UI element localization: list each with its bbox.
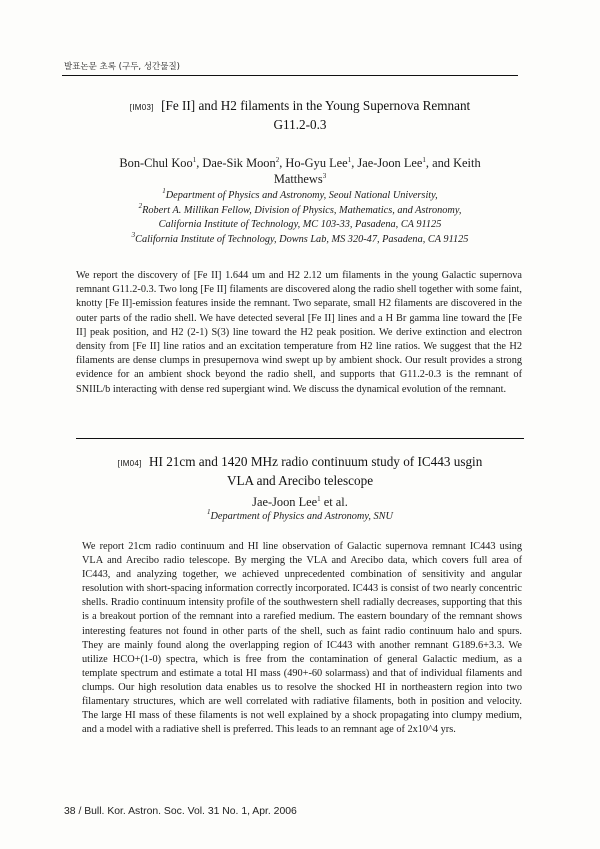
abstract-title (70, 97, 530, 133)
author-name: Dae-Sik Moon (202, 156, 276, 170)
abstract-paragraph: We report the discovery of [Fe II] 1.644 um and H2 2.12 um filaments in the young Galactic supernova remnant G11.2-0.3. Two long [Fe II] filaments are discovered along the radio shell together with some faint, knotty [Fe II]-emission features inside the remnant. Two separate, small H2 filaments are discovered in the outer parts of the radio shell. We have detected several [Fe II] lines and a H Br gamma line toward the [Fe II] peak position, and H2 (2-1) S(3) line toward the H2 peak position. We derive extinction and electron density from [Fe II] line ratios and an excitation temperature from H2 line ratios. We suggest that the H2 filaments are dense clumps in presupernova wind swept up by ambient shock. Our result provides a strong evidence for an ambient shock beyond the radio shell, and supports that G11.2-0.3 is the remnant of SNIIL/b interacting with dense red supergiant wind. We discuss the dynamical evolution of the remnant. (76, 270, 522, 395)
abstract-body (76, 269, 522, 397)
abstract-title-line1: [Fe II] and H2 filaments in the Young Supernova Remnant (161, 98, 471, 113)
abstract-paragraph: We report 21cm radio continuum and HI line observation of Galactic supernova remnant IC443 using VLA and Arecibo radio telescope. By merging the VLA and Arecibo data, which covers full area of IC443, and analyzing together, we achieved unprecedented combination of sensitivity and angular resolution with short-spacing information correctly incorporated. IC443 is consist of two nearly concentric shells. Rradio continuum intensity profile of the southwestern shell radially decreases, supporting that this is a breakout portion of the remnant into a rarefied medium. The eastern boundary of the remnant shows interesting features not found in other parts of the shell, such as faint radio continuum halo and spurs. They are mainly found along the overlapping region of IC443 with another remnant G189.6+3.3. We utilize HCO+(1-0) spectra, which is free from the contamination of general Galactic medium, as a template spectrum and estimate a total HI mass (490+-60 solarmass) and that of individual filaments and clumps. Our high resolution data enables us to resolve the shocked HI in northeastern region into two filamentary structures, which are well correlated with radiative filaments, both in position and velocity. The large HI mass of these filaments is not well explained by a shock propagating into clumpy medium, and a model with a radiative shell is preferred. This leads to an remnant age of 2x10^4 yrs. (82, 541, 522, 736)
author-list (80, 494, 520, 510)
author-list (80, 155, 520, 187)
affiliation-text: California Institute of Technology, MC 103-33, Pasadena, CA 91125 (158, 219, 442, 230)
abstract-id: [IM04] (117, 459, 142, 468)
author-affil-mark: 1 (347, 156, 352, 164)
affiliation-text: Department of Physics and Astronomy, SNU (210, 511, 393, 522)
author-separator: et al. (320, 495, 348, 509)
affiliation-list (70, 510, 530, 525)
author-separator: , (279, 156, 286, 170)
author-affil-mark: 1 (422, 156, 426, 164)
author-affil-mark: 2 (275, 156, 280, 164)
author-separator: , and Keith (425, 156, 481, 170)
abstract-title-line2: G11.2-0.3 (273, 117, 327, 132)
affil-mark: 2 (138, 201, 143, 210)
abstract-underline (76, 438, 524, 439)
header-rule (62, 75, 518, 76)
abstract-title (70, 453, 530, 489)
author-name: Jae-Joon Lee (357, 156, 423, 170)
affiliation-line (70, 218, 530, 233)
abstract-body (82, 540, 522, 737)
author-name: Bon-Chul Koo (119, 156, 193, 170)
author-affil-mark: 3 (322, 172, 327, 180)
affiliation-text: California Institute of Technology, Downs Lab, MS 320-47, Pasadena, CA 91125 (135, 233, 469, 245)
author-separator: , (351, 156, 358, 170)
affiliation-text: Robert A. Millikan Fellow, Division of Physics, Mathematics, and Astronomy, (142, 204, 462, 216)
abstract-title-line1: HI 21cm and 1420 MHz radio continuum study of IC443 usgin (149, 454, 483, 469)
author-affil-mark: 1 (192, 156, 197, 164)
affiliation-line (70, 510, 530, 525)
abstract-title-line2: VLA and Arecibo telescope (226, 473, 374, 488)
affil-mark: 1 (162, 187, 166, 195)
author-separator: , (196, 156, 203, 170)
affil-mark: 3 (131, 230, 136, 239)
affiliation-text: Department of Physics and Astronomy, Seoul National University, (165, 190, 438, 201)
affiliation-line (70, 230, 530, 248)
author-name: Jae-Joon Lee (252, 495, 318, 509)
author-name: Ho-Gyu Lee (285, 156, 348, 170)
affiliation-list (70, 189, 530, 247)
author-name: Matthews (273, 172, 323, 186)
author-affil-mark: 1 (317, 495, 321, 503)
page-footer: 38 / Bull. Kor. Astron. Soc. Vol. 31 No. 1, Apr. 2006 (64, 806, 297, 817)
affil-mark: 1 (207, 508, 211, 516)
affiliation-line (70, 201, 530, 219)
running-header: 발표논문 초록 (구두, 성간물질) (64, 62, 180, 72)
abstract-id: [IM03] (129, 103, 154, 112)
